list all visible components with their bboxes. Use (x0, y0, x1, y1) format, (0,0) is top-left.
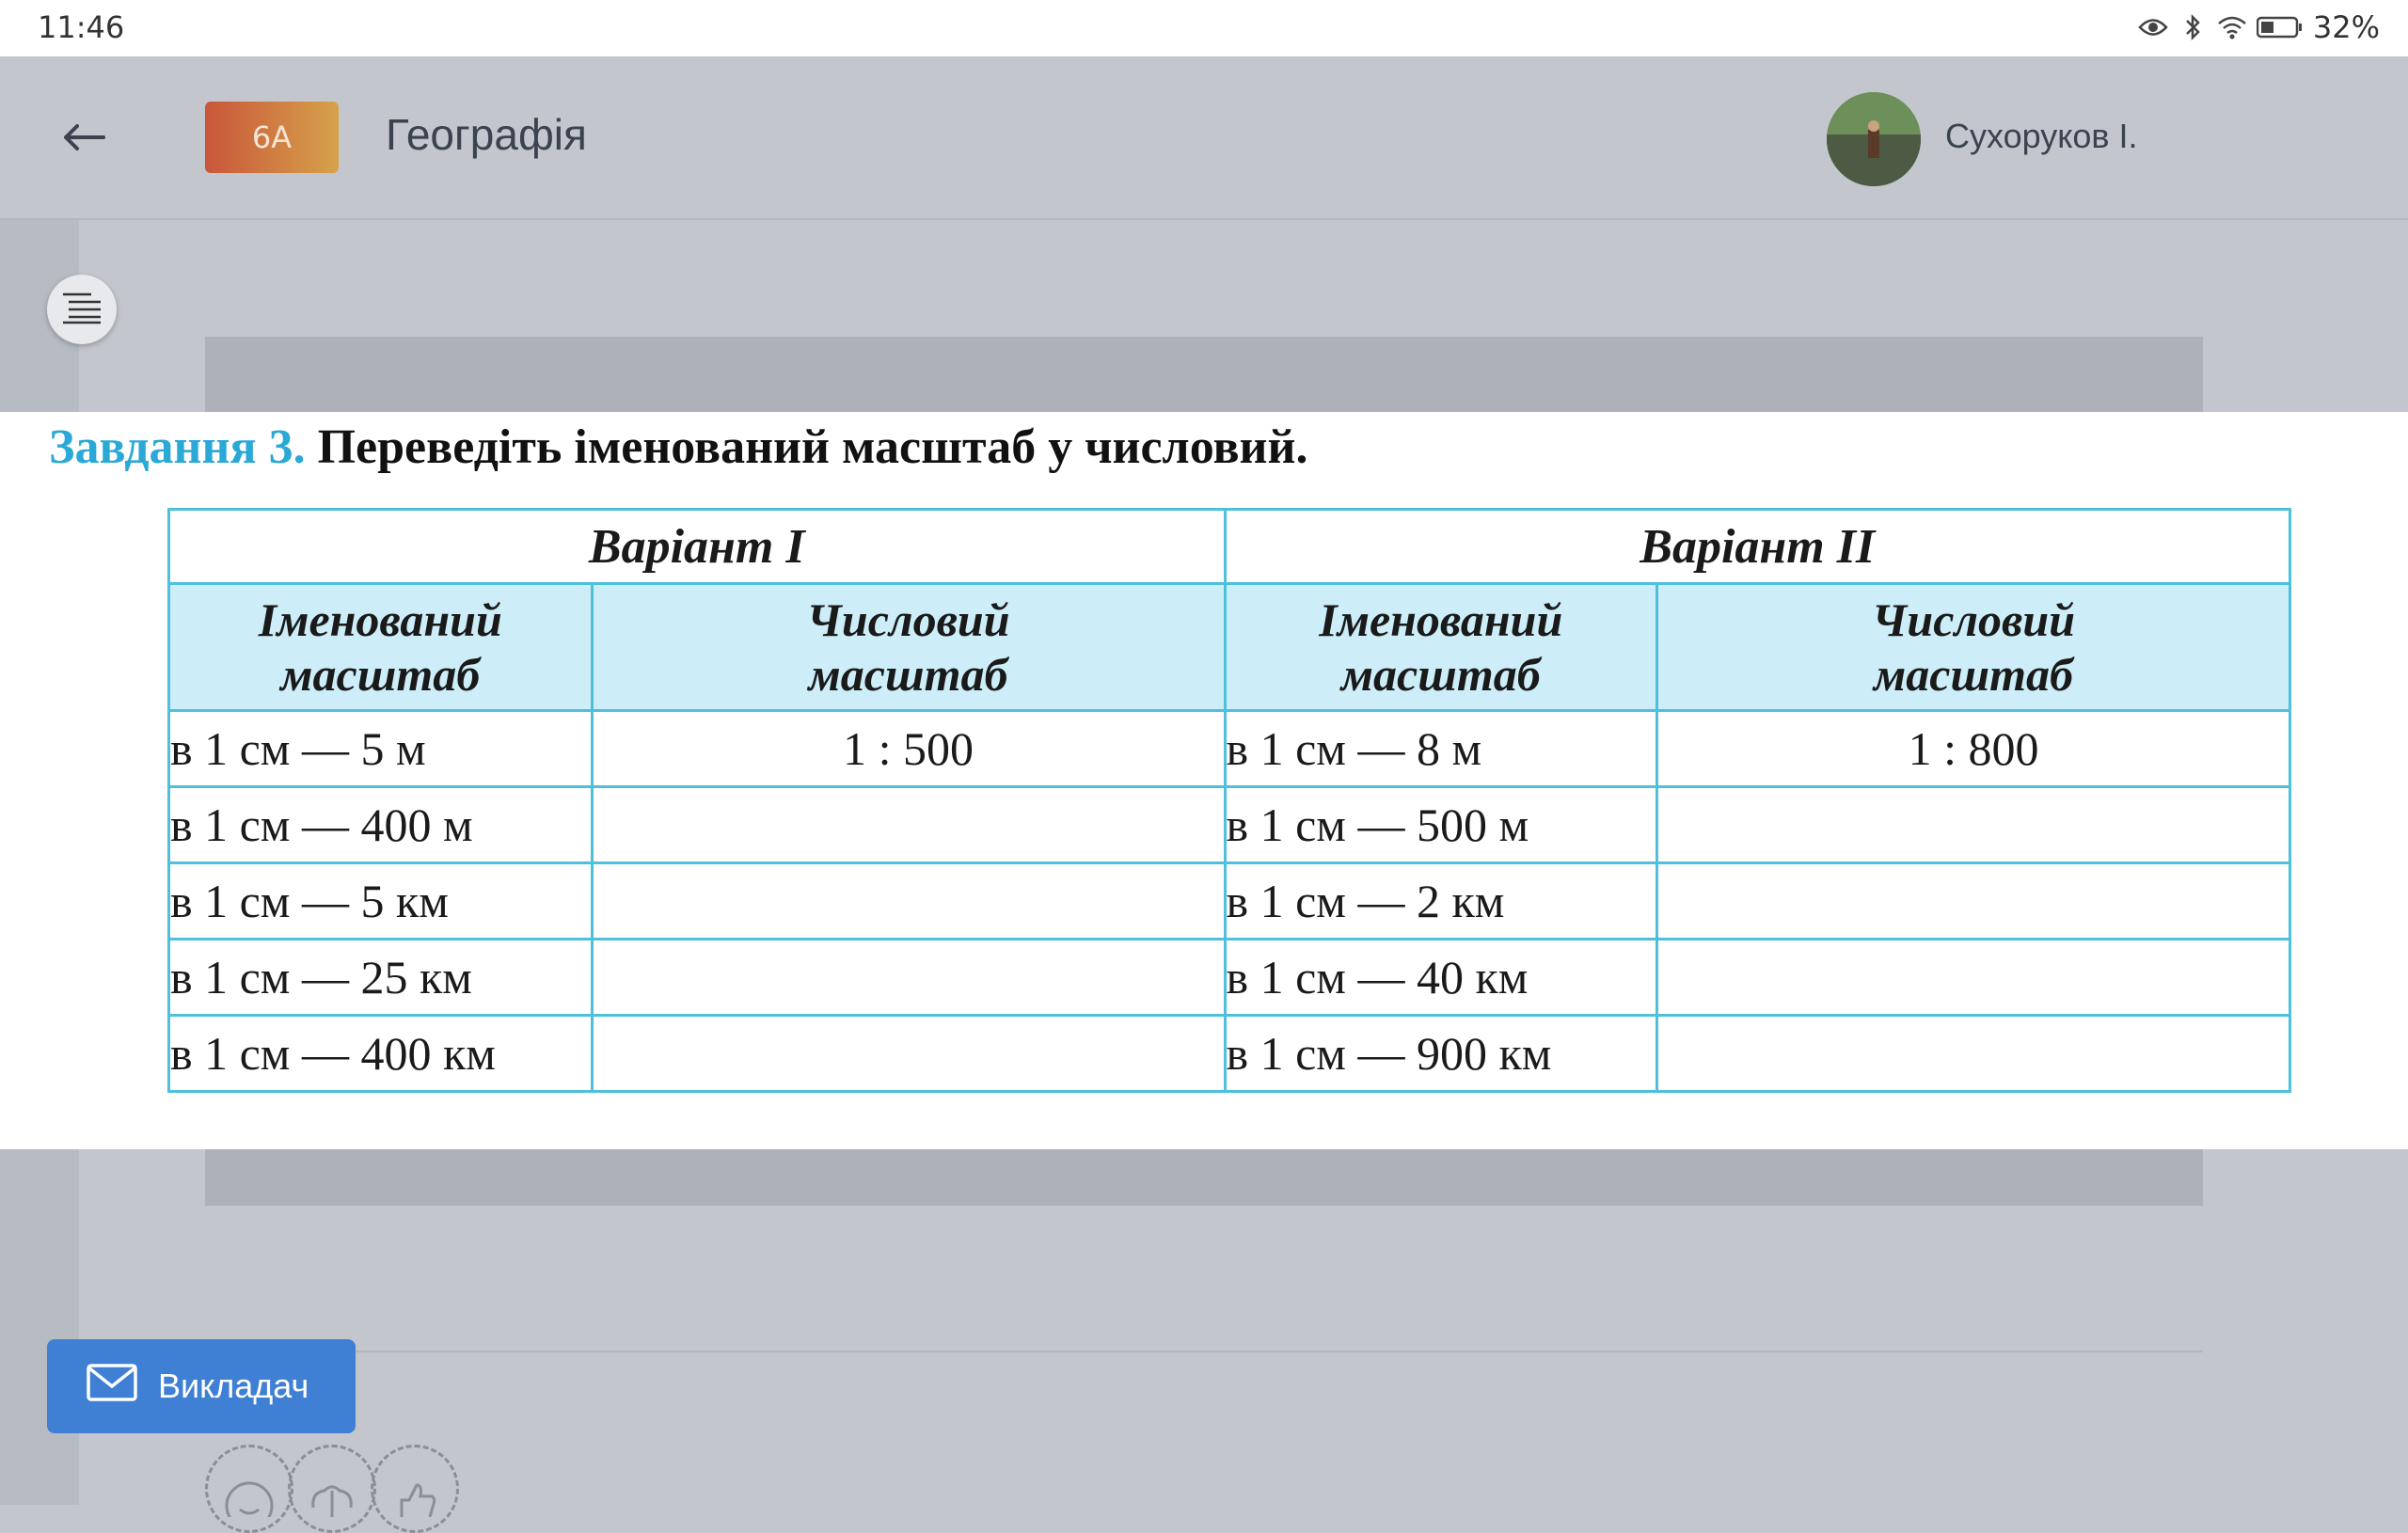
status-icons (2138, 9, 2380, 45)
table-cell: 1 : 500 (592, 711, 1225, 787)
task-text: Переведіть іменований масштаб у числовий. (317, 420, 1308, 474)
table-row (169, 787, 2290, 863)
task-image (0, 412, 2408, 1149)
table-cell (592, 1016, 1225, 1092)
eye-icon (2138, 12, 2168, 42)
wifi-icon (2217, 12, 2247, 42)
table-cell (592, 787, 1225, 863)
variant-1-header: Варіант I (169, 510, 1226, 584)
content-frame-bottom (205, 1147, 2203, 1206)
table-cell: в 1 см — 5 м (169, 711, 593, 787)
table-cell: в 1 см — 25 км (169, 940, 593, 1016)
thumbs-up-icon (388, 1479, 441, 1521)
back-button[interactable] (51, 111, 117, 167)
column-header-numeric: Числовий масштаб (592, 584, 1225, 711)
table-row (169, 1016, 2290, 1092)
table-row (169, 711, 2290, 787)
avatar[interactable] (1827, 92, 1921, 186)
task-label: Завдання 3. (49, 420, 306, 474)
envelope-icon (87, 1364, 137, 1410)
table-cell: в 1 см — 500 м (1225, 787, 1657, 863)
toc-button[interactable] (47, 275, 117, 344)
scale-table (167, 508, 2291, 1093)
table-cell: в 1 см — 5 км (169, 863, 593, 940)
variant-header-row (169, 510, 2290, 584)
task-heading (49, 419, 1307, 475)
table-cell: в 1 см — 400 м (169, 787, 593, 863)
table-row (169, 863, 2290, 940)
table-cell (1657, 1016, 2290, 1092)
table-cell: в 1 см — 8 м (1225, 711, 1657, 787)
table-cell: в 1 см — 40 км (1225, 940, 1657, 1016)
column-header-named: Іменований масштаб (1225, 584, 1657, 711)
table-cell (1657, 787, 2290, 863)
reaction-button[interactable] (288, 1445, 376, 1533)
page-title: Географія (386, 110, 587, 159)
reaction-button[interactable] (371, 1445, 459, 1533)
divider (205, 1351, 2203, 1352)
arrow-left-icon (60, 121, 107, 157)
reaction-button[interactable] (205, 1445, 293, 1533)
battery-percent: 32% (2312, 9, 2380, 45)
class-badge: 6A (205, 102, 339, 173)
column-header-numeric: Числовий масштаб (1657, 584, 2290, 711)
bluetooth-icon (2178, 12, 2208, 42)
reactions-bar (205, 1445, 453, 1533)
column-header-row (169, 584, 2290, 711)
table-cell: в 1 см — 400 км (169, 1016, 593, 1092)
variant-2-header: Варіант II (1225, 510, 2290, 584)
status-time: 11:46 (38, 9, 125, 45)
battery-icon (2257, 12, 2304, 42)
teacher-button-label: Викладач (158, 1367, 309, 1405)
status-bar (0, 0, 2408, 56)
brain-icon (306, 1479, 358, 1521)
table-cell: в 1 см — 900 км (1225, 1016, 1657, 1092)
app-header (0, 56, 2408, 220)
smile-icon (223, 1479, 276, 1521)
teacher-button[interactable] (47, 1339, 356, 1433)
table-row (169, 940, 2290, 1016)
table-cell: в 1 см — 2 км (1225, 863, 1657, 940)
table-cell (1657, 940, 2290, 1016)
table-cell: 1 : 800 (1657, 711, 2290, 787)
column-header-named: Іменований масштаб (169, 584, 593, 711)
user-name[interactable]: Сухоруков І. (1945, 117, 2138, 155)
table-cell (592, 863, 1225, 940)
table-cell (1657, 863, 2290, 940)
list-icon (61, 291, 103, 328)
content-frame-top (205, 337, 2203, 412)
table-cell (592, 940, 1225, 1016)
